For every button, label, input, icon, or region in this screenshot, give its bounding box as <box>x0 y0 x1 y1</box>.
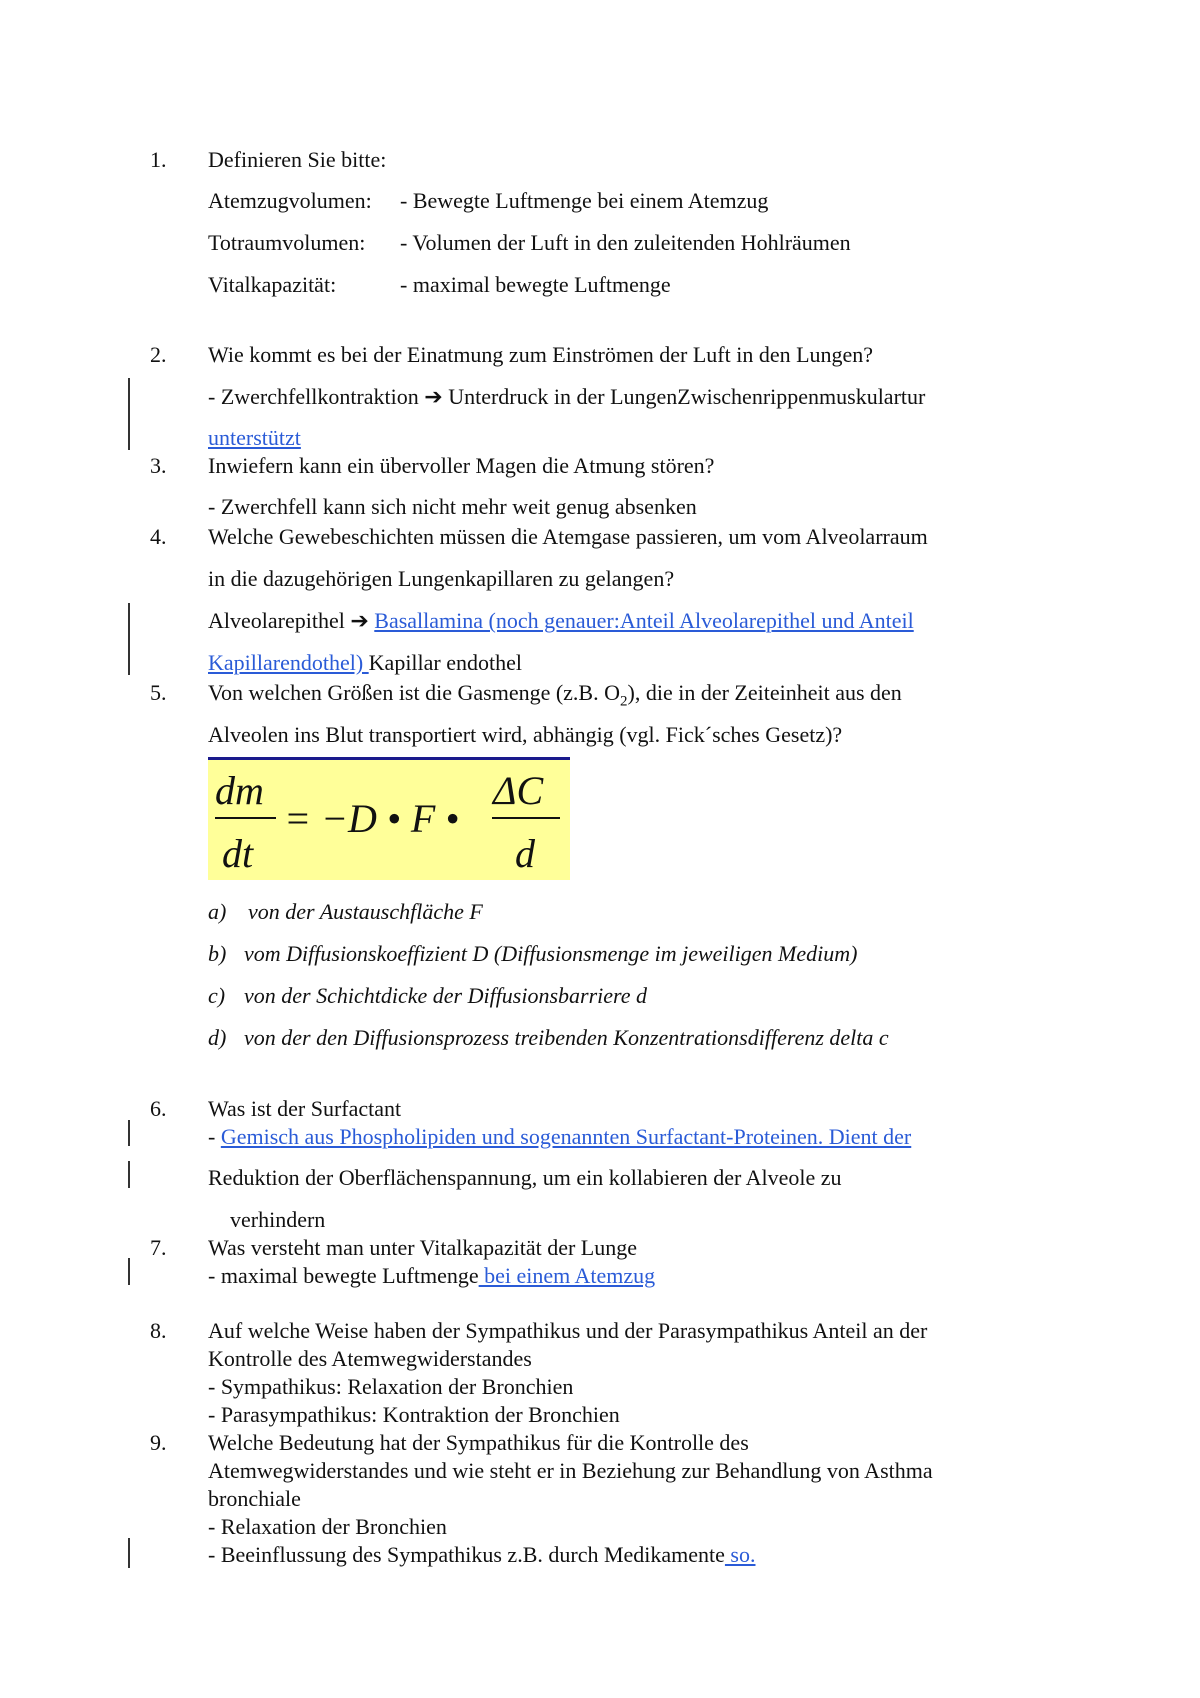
q7-number: 7. <box>150 1235 167 1260</box>
q1-question: Definieren Sie bitte: <box>208 147 387 172</box>
q5-item-label: a) <box>208 899 227 924</box>
q1-definition: - Volumen der Luft in den zuleitenden Hohlräumen <box>400 230 851 255</box>
change-bar <box>128 1161 130 1188</box>
q4-number: 4. <box>150 524 167 549</box>
q9-question-line: Atemwegwiderstandes und wie steht er in Beziehung zur Behandlung von Asthma <box>208 1458 933 1483</box>
q8-question-line: Kontrolle des Atemwegwiderstandes <box>208 1346 532 1371</box>
q2-answer <box>208 384 925 410</box>
q9-question-line: Welche Bedeutung hat der Sympathikus für die Kontrolle des <box>208 1430 749 1455</box>
q7-answer <box>208 1263 655 1289</box>
answer-text: Alveolarepithel <box>208 608 345 633</box>
q5-item-label: c) <box>208 983 226 1008</box>
q1-definition: - Bewegte Luftmenge bei einem Atemzug <box>400 188 769 213</box>
q4-answer <box>208 608 914 634</box>
q6-answer <box>208 1124 911 1150</box>
change-bar <box>128 378 130 450</box>
q5-item-text: von der Schichtdicke der Diffusionsbarriere d <box>244 983 648 1008</box>
q1-definition: - maximal bewegte Luftmenge <box>400 272 671 297</box>
answer-text: - Zwerchfellkontraktion <box>208 384 419 409</box>
answer-text: Unterdruck in der LungenZwischenrippenmuskulartur <box>442 384 926 409</box>
formula-middle: = −D • F • <box>284 796 460 841</box>
formula-denominator-right: d <box>515 831 535 876</box>
q6-answer: verhindern <box>230 1207 326 1232</box>
q1-term: Atemzugvolumen: <box>208 188 372 213</box>
q1-number: 1. <box>150 147 167 172</box>
q5-number: 5. <box>150 680 167 705</box>
arrow-icon: ➔ <box>424 384 443 409</box>
change-bar <box>128 1258 130 1285</box>
q4-question-line: Welche Gewebeschichten müssen die Atemgase passieren, um vom Alveolarraum <box>208 524 928 549</box>
arrow-icon: ➔ <box>350 608 369 633</box>
question-text: ), die in der Zeiteinheit aus den <box>627 680 902 705</box>
q4-answer <box>208 650 522 676</box>
q6-number: 6. <box>150 1096 167 1121</box>
q5-item-text: vom Diffusionskoeffizient D (Diffusionsmenge im jeweiligen Medium) <box>244 941 858 966</box>
q5-item-text: von der den Diffusionsprozess treibenden Konzentrationsdifferenz delta c <box>244 1025 889 1050</box>
q8-number: 8. <box>150 1318 167 1343</box>
inserted-text: Kapillarendothel) <box>208 650 369 675</box>
q1-term: Totraumvolumen: <box>208 230 366 255</box>
formula-numerator-right: ΔC <box>493 768 544 813</box>
q3-question: Inwiefern kann ein übervoller Magen die Atmung stören? <box>208 453 715 478</box>
inserted-text: Gemisch aus Phospholipiden und sogenannten Surfactant-Proteinen. Dient der <box>220 1124 912 1149</box>
q2-number: 2. <box>150 342 167 367</box>
q9-number: 9. <box>150 1430 167 1455</box>
q6-answer: Reduktion der Oberflächenspannung, um ein kollabieren der Alveole zu <box>208 1165 842 1190</box>
q2-inserted-text: unterstützt <box>208 425 301 450</box>
question-text: Von welchen Größen ist die Gasmenge (z.B. O <box>208 680 620 705</box>
q5-item-label: d) <box>208 1025 227 1050</box>
answer-text: - <box>208 1124 221 1149</box>
inserted-text: Basallamina (noch genauer:Anteil Alveolarepithel und Anteil <box>374 608 914 633</box>
q5-item-label: b) <box>208 941 227 966</box>
q7-question: Was versteht man unter Vitalkapazität der Lunge <box>208 1235 638 1260</box>
q9-answer: - Relaxation der Bronchien <box>208 1514 447 1539</box>
q8-answer: - Sympathikus: Relaxation der Bronchien <box>208 1374 574 1399</box>
q5-question-line <box>208 680 902 714</box>
inserted-text: bei einem Atemzug <box>478 1263 656 1288</box>
q6-question: Was ist der Surfactant <box>208 1096 402 1121</box>
formula-numerator-left: dm <box>215 768 264 813</box>
q8-question-line: Auf welche Weise haben der Sympathikus und der Parasympathikus Anteil an der <box>208 1318 928 1343</box>
subscript: 2 <box>620 693 628 710</box>
q9-answer <box>208 1542 755 1568</box>
q3-number: 3. <box>150 453 167 478</box>
answer-text: - maximal bewegte Luftmenge <box>208 1263 479 1288</box>
answer-text: - Beeinflussung des Sympathikus z.B. durch Medikamente <box>208 1542 725 1567</box>
q5-item-text: von der Austauschfläche F <box>248 899 483 924</box>
formula-denominator-left: dt <box>222 831 254 876</box>
fick-law-formula <box>208 757 570 880</box>
change-bar <box>128 1120 130 1146</box>
change-bar <box>128 1538 130 1568</box>
q2-question: Wie kommt es bei der Einatmung zum Einströmen der Luft in den Lungen? <box>208 342 874 367</box>
answer-text: Kapillar endothel <box>368 650 523 675</box>
q5-question-line: Alveolen ins Blut transportiert wird, abhängig (vgl. Fick´sches Gesetz)? <box>208 722 843 747</box>
q9-question-line: bronchiale <box>208 1486 301 1511</box>
inserted-text: so. <box>724 1542 756 1567</box>
q4-question-line: in die dazugehörigen Lungenkapillaren zu gelangen? <box>208 566 675 591</box>
q3-answer: - Zwerchfell kann sich nicht mehr weit genug absenken <box>208 494 697 519</box>
q8-answer: - Parasympathikus: Kontraktion der Bronchien <box>208 1402 620 1427</box>
q1-term: Vitalkapazität: <box>208 272 337 297</box>
change-bar <box>128 603 130 675</box>
